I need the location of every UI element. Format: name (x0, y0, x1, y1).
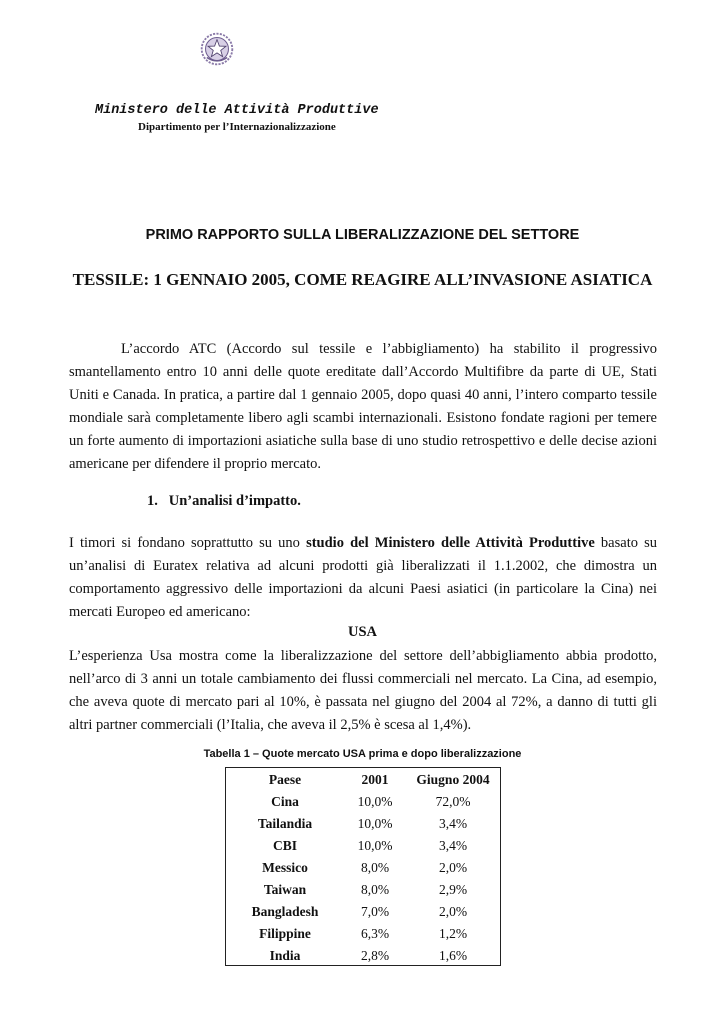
cell-paese: Filippine (259, 926, 311, 941)
cell-paese: Tailandia (257, 816, 313, 831)
analysis-paragraph (69, 532, 657, 624)
table-caption: Tabella 1 – Quote mercato USA prima e dopo liberalizzazione (203, 748, 522, 760)
ministry-name: Ministero delle Attività Produttive (95, 103, 379, 118)
cell-paese: Cina (271, 794, 299, 809)
column-header-2001: 2001 (361, 772, 389, 787)
italian-republic-emblem-icon (200, 32, 234, 66)
cell-2001: 6,3% (360, 926, 390, 941)
cell-giugno-2004: 1,6% (438, 948, 468, 963)
cell-2001: 8,0% (360, 882, 390, 897)
column-header-paese: Paese (268, 772, 302, 787)
table-row (226, 879, 500, 901)
analysis-study-reference: studio del Ministero delle Attività Produttive (306, 535, 595, 551)
quote-table (226, 769, 500, 967)
cell-2001: 2,8% (360, 948, 390, 963)
intro-paragraph: L’accordo ATC (Accordo sul tessile e l’abbigliamento) ha stabilito il progressivo smantellamento entro 10 anni delle quote ereditate dall’Accordo Multifibre da parte di UE, Stati Uniti e Canada. In pratica, a partire dal 1 gennaio 2005, dopo quasi 40 anni, l’intero comparto tessile mondiale sarà completamente libero agli scambi internazionali. Esistono fondate ragioni per temere un forte aumento di importazioni asiatiche sulla base di uno studio retrospettivo e delle decise azioni americane per difendere il proprio mercato. (69, 341, 657, 472)
cell-giugno-2004: 2,0% (438, 904, 468, 919)
table-row (226, 945, 500, 967)
cell-giugno-2004: 3,4% (438, 816, 468, 831)
table-row (226, 813, 500, 835)
analysis-text-end: basato su un’analisi di Euratex relativa ad alcuni prodotti già liberalizzati il 1.1.2002, che dimostra un comportamento aggressivo delle importazioni da alcuni Paesi asiatici (in particolare la Cina) nei mercati Europeo ed americano: (69, 535, 658, 620)
cell-2001: 8,0% (360, 860, 390, 875)
cell-giugno-2004: 72,0% (435, 794, 471, 809)
table-header-row (226, 769, 500, 791)
cell-giugno-2004: 2,9% (438, 882, 468, 897)
report-title-line-2: TESSILE: 1 GENNAIO 2005, COME REAGIRE ALL’INVASIONE ASIATICA (72, 270, 653, 289)
cell-giugno-2004: 3,4% (438, 838, 468, 853)
section-title: Un’analisi d’impatto. (168, 493, 301, 509)
table-row (226, 857, 500, 879)
cell-2001: 7,0% (360, 904, 390, 919)
table-row (226, 835, 500, 857)
cell-paese: CBI (272, 838, 297, 853)
section-number: 1. (147, 493, 158, 509)
report-title-line-1: PRIMO RAPPORTO SULLA LIBERALIZZAZIONE DEL SETTORE (145, 227, 580, 243)
cell-giugno-2004: 2,0% (438, 860, 468, 875)
usa-heading: USA (347, 624, 377, 640)
cell-paese: Bangladesh (251, 904, 319, 919)
table-row (226, 791, 500, 813)
quote-table-frame (225, 767, 501, 966)
cell-paese: India (269, 948, 301, 963)
usa-paragraph: L’esperienza Usa mostra come la liberalizzazione del settore dell’abbigliamento abbia prodotto, nell’arco di 3 anni un totale cambiamento dei flussi commerciali nel mercato. La Cina, ad esempio, che aveva quote di mercato pari al 10%, è passata nel giugno del 2004 al 72%, a danno di tutti gli altri partner commerciali (l’Italia, che aveva il 2,5% è scesa al 1,4%). (69, 648, 657, 733)
cell-2001: 10,0% (357, 794, 393, 809)
cell-paese: Taiwan (263, 882, 307, 897)
cell-paese: Messico (262, 860, 308, 875)
table-row (226, 901, 500, 923)
cell-giugno-2004: 1,2% (438, 926, 468, 941)
analysis-text-start: I timori si fondano soprattutto su uno (69, 535, 307, 551)
column-header-giugno-2004: Giugno 2004 (416, 772, 490, 787)
table-row (226, 923, 500, 945)
cell-2001: 10,0% (357, 816, 393, 831)
cell-2001: 10,0% (357, 838, 393, 853)
section-heading (147, 493, 301, 510)
department-name: Dipartimento per l’Internazionalizzazione (138, 121, 336, 133)
